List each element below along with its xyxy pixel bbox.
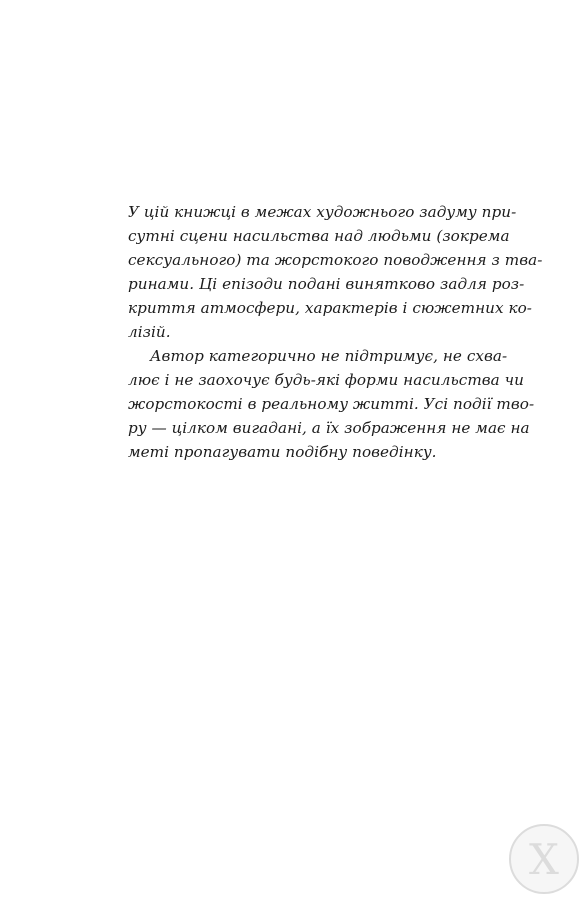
disclaimer-text <box>128 200 543 464</box>
text-line: Автор категорично не підтримує, не схва- <box>150 347 508 365</box>
text-line: ру — цілком вигадані, а їх зображення не має на <box>128 419 530 437</box>
text-line: криття атмосфери, характерів і сюжетних ко- <box>128 299 532 317</box>
text-line: сутні сцени насильства над людьми (зокрема <box>128 227 510 245</box>
watermark-letter: Х <box>529 834 559 884</box>
disclaimer-paragraph-1 <box>128 200 543 344</box>
text-line: лює і не заохочує будь-які форми насильства чи <box>128 371 524 389</box>
publisher-watermark-logo <box>509 824 579 894</box>
text-line: лізій. <box>128 323 171 341</box>
disclaimer-paragraph-2 <box>128 344 535 464</box>
text-line: меті пропагувати подібну поведінку. <box>128 443 437 461</box>
text-line: ринами. Ці епізоди подані винятково задля роз- <box>128 275 525 293</box>
text-line: жорстокості в реальному житті. Усі події тво- <box>128 395 535 413</box>
text-line: сексуального) та жорстокого поводження з тва- <box>128 251 543 269</box>
text-line: У цій книжці в межах художнього задуму при- <box>128 203 517 221</box>
